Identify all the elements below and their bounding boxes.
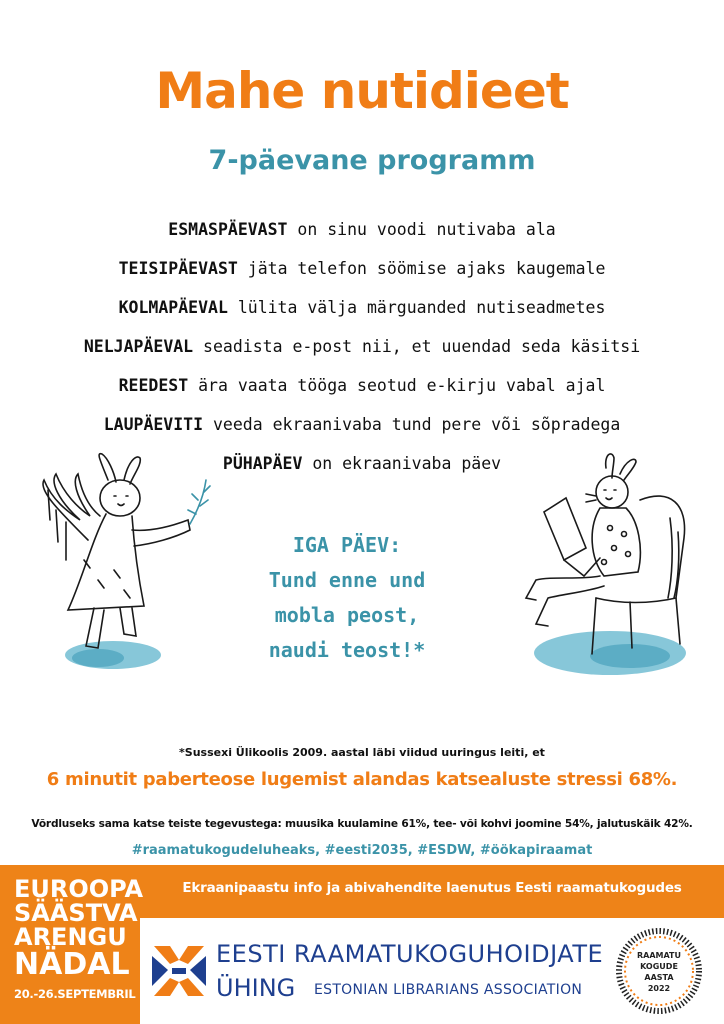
- day-line-friday: [0, 369, 724, 408]
- day-text: jäta telefon söömise ajaks kaugemale: [237, 259, 606, 278]
- ground-splash-dark: [590, 644, 670, 668]
- week-line: NÄDAL: [14, 947, 130, 982]
- every-day-line: Tund enne und: [268, 568, 426, 592]
- rabbit-drawing: [43, 454, 210, 648]
- year-of-libraries-badge: [616, 928, 702, 1014]
- badge-line: 2022: [647, 984, 671, 993]
- day-text: ära vaata tööga seotud e-kirju vabal ajal: [188, 376, 606, 395]
- day-text: on sinu voodi nutivaba ala: [287, 220, 556, 239]
- day-text: lülita välja märguanded nutiseadmetes: [227, 298, 606, 317]
- badge-text: [616, 950, 702, 994]
- association-name-line2: ÜHING: [216, 974, 296, 1002]
- footer-band: [0, 865, 724, 1024]
- day-text: veeda ekraanivaba tund pere või sõpradega: [203, 415, 621, 434]
- day-text: seadista e-post nii, et uuendad seda käsitsi: [193, 337, 641, 356]
- page-subtitle: 7-päevane programm: [208, 145, 536, 176]
- badge-line: AASTA: [644, 973, 674, 982]
- day-line-saturday: [0, 408, 724, 447]
- stress-fact: 6 minutit paberteose lugemist alandas katsealuste stressi 68%.: [46, 769, 678, 790]
- day-name: TEISIPÄEVAST: [118, 259, 238, 278]
- week-line: SÄÄSTVA: [14, 899, 138, 927]
- day-name: LAUPÄEVITI: [103, 415, 204, 434]
- badge-line: RAAMATU: [636, 951, 682, 960]
- day-name: NELJAPÄEVAL: [83, 337, 194, 356]
- reading-rabbit-illustration: [500, 448, 710, 688]
- week-dates: 20.-26.SEPTEMBRIL: [14, 987, 136, 1001]
- association-logo-icon: [150, 940, 208, 1002]
- day-name: KOLMAPÄEVAL: [118, 298, 228, 317]
- day-text: on ekraanivaba päev: [302, 454, 502, 473]
- angel-rabbit-illustration: [28, 450, 228, 680]
- page-title: Mahe nutidieet: [155, 62, 569, 120]
- association-name-line1: EESTI RAAMATUKOGUHOIDJATE: [216, 940, 604, 968]
- association-name-english: ESTONIAN LIBRARIANS ASSOCIATION: [314, 982, 583, 998]
- comparison-text: Võrdluseks sama katse teiste tegevustega: muusika kuulamine 61%, tee- või kohvi joomine 54%, jalutuskäik 42%.: [31, 818, 693, 830]
- every-day-line: mobla peost,: [274, 603, 420, 627]
- day-name: ESMASPÄEVAST: [168, 220, 288, 239]
- day-line-wednesday: [0, 291, 724, 330]
- association-logo-panel: [140, 918, 724, 1024]
- day-line-monday: [0, 213, 724, 252]
- hashtags: #raamatukogudeluheaks, #eesti2035, #ESDW, #öökapiraamat: [131, 843, 593, 858]
- every-day-line: naudi teost!*: [268, 638, 426, 662]
- rabbit-drawing: [526, 454, 685, 654]
- every-day-message: [232, 528, 462, 668]
- day-line-tuesday: [0, 252, 724, 291]
- weekday-program: [0, 213, 724, 486]
- day-line-thursday: [0, 330, 724, 369]
- badge-line: KOGUDE: [640, 962, 678, 971]
- week-line: ARENGU: [14, 923, 127, 951]
- study-footnote: *Sussexi Ülikoolis 2009. aastal läbi viidud uuringus leiti, et: [179, 746, 545, 759]
- footer-banner: Ekraanipaastu info ja abivahendite laenutus Eesti raamatukogudes: [182, 880, 682, 896]
- day-name: REEDEST: [118, 376, 189, 395]
- sustainable-development-week: [14, 875, 144, 1003]
- day-name: PÜHAPÄEV: [222, 454, 303, 473]
- every-day-line: IGA PÄEV:: [292, 533, 402, 557]
- ground-splash-dark: [72, 649, 124, 667]
- week-line: EUROOPA: [14, 875, 144, 903]
